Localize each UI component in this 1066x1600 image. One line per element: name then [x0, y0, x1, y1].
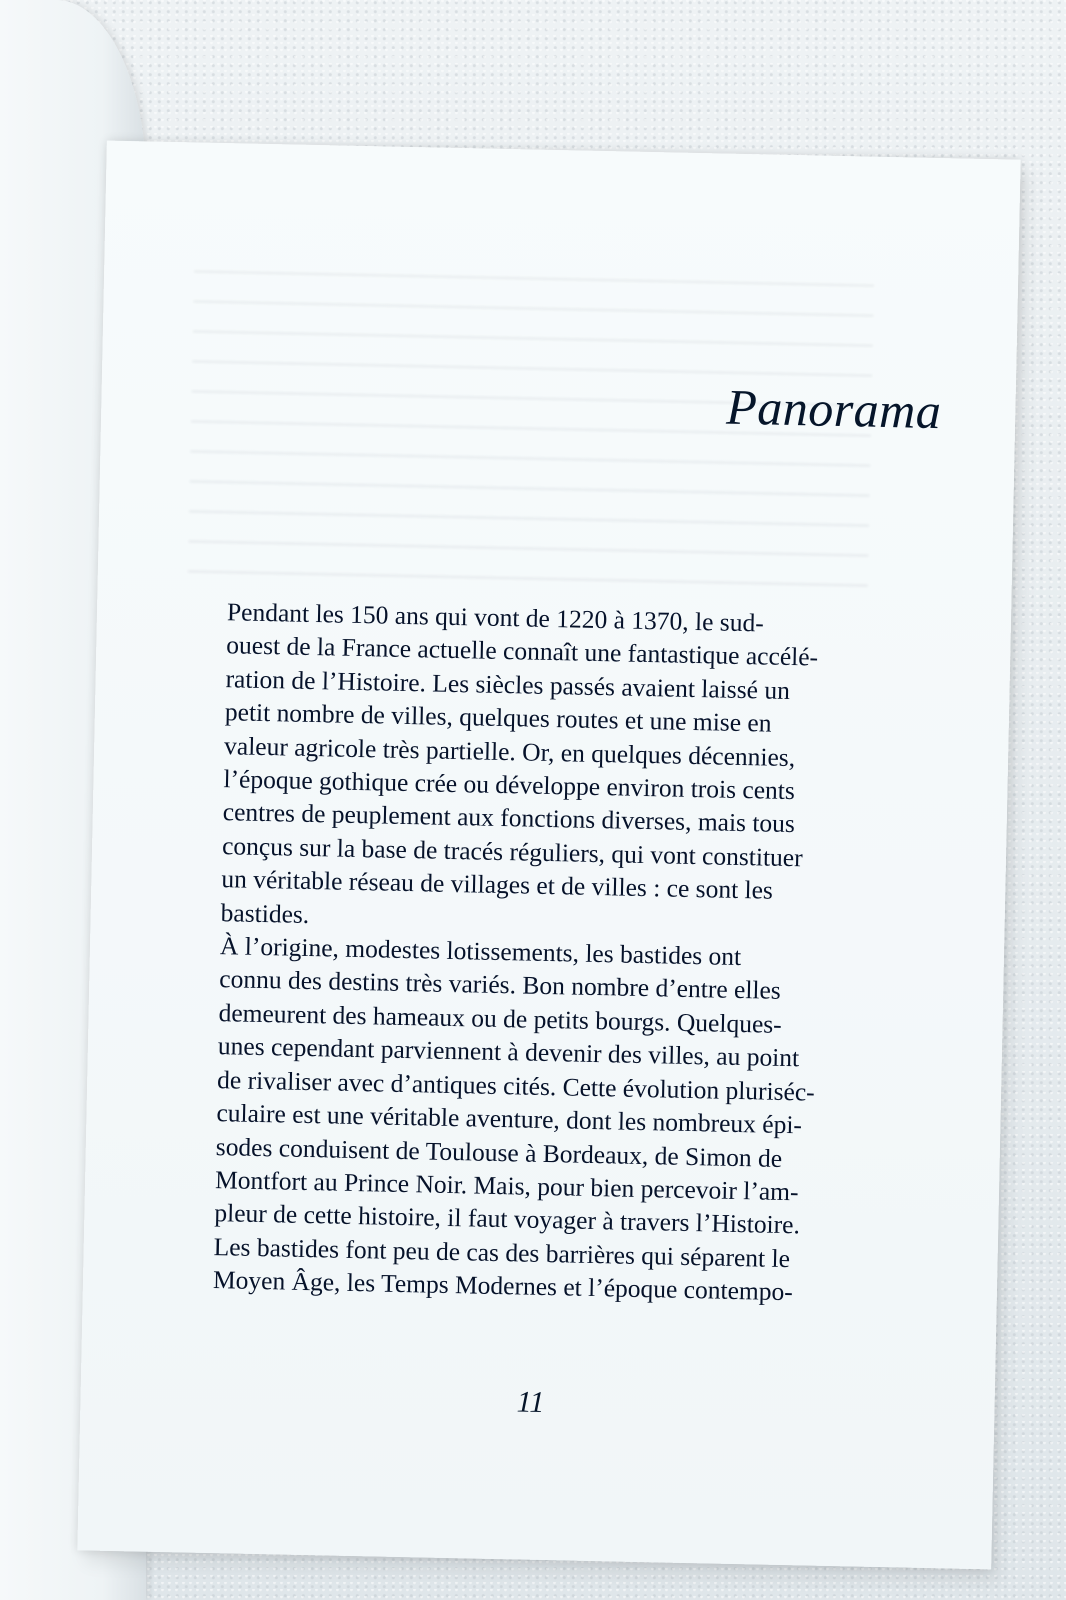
paragraph-2-line-2: connu des destins très variés. Bon nombre d’entre elles [219, 964, 782, 1006]
paragraph-1-line-3: ration de l’Histoire. Les siècles passés avaient laissé un [225, 664, 791, 705]
paragraph-1-line-4: petit nombre de villes, quelques routes et une mise en [224, 697, 772, 738]
paragraph-2-line-5: de rivaliser avec d’antiques cités. Cette évolution pluriséc- [216, 1064, 816, 1107]
book-page [77, 141, 1020, 1570]
paragraph-2-line-7: sodes conduisent de Toulouse à Bordeaux, de Simon de [215, 1131, 783, 1173]
paragraph-1 [170, 594, 889, 943]
paragraph-1-line-6: l’époque gothique crée ou développe environ trois cents [223, 764, 796, 806]
paragraph-2-line-10: Les bastides font peu de cas des barrières qui séparent le [213, 1231, 791, 1273]
paragraph-1-line-9: un véritable réseau de villages et de villes : ce sont les [221, 864, 774, 905]
paragraph-2 [163, 928, 883, 1310]
paragraph-2-line-8: Montfort au Prince Noir. Mais, pour bien percevoir l’am- [214, 1164, 799, 1207]
page-number: 11 [516, 1385, 545, 1420]
paragraph-2-line-1: À l’origine, modestes lotissements, les bastides ont [219, 931, 742, 972]
paragraph-1-line-5: valeur agricole très partielle. Or, en quelques décennies, [223, 730, 796, 772]
paragraph-1-line-8: conçus sur la base de tracés réguliers, qui vont constituer [221, 830, 803, 873]
paragraph-1-line-10: bastides. [220, 897, 310, 929]
paragraph-1-line-1: Pendant les 150 ans qui vont de 1220 à 1370, le sud- [226, 597, 765, 638]
body-text [163, 594, 890, 1310]
paragraph-2-line-9: pleur de cette histoire, il faut voyager à travers l’Histoire. [214, 1198, 801, 1240]
paragraph-2-line-4: unes cependant parviennent à devenir des villes, au point [217, 1031, 800, 1073]
paragraph-1-line-7: centres de peuplement aux fonctions diverses, mais tous [222, 797, 796, 839]
chapter-title: Panorama [725, 378, 942, 440]
paragraph-2-line-3: demeurent des hameaux ou de petits bourgs. Quelques- [218, 997, 783, 1039]
paragraph-2-line-6: culaire est une véritable aventure, dont les nombreux épi- [216, 1098, 803, 1140]
show-through-text [187, 270, 874, 614]
paragraph-1-line-2: ouest de la France actuelle connaît une fantastique accélé- [226, 630, 819, 672]
paragraph-2-line-11: Moyen Âge, les Temps Modernes et l’époque contempo- [212, 1265, 794, 1307]
